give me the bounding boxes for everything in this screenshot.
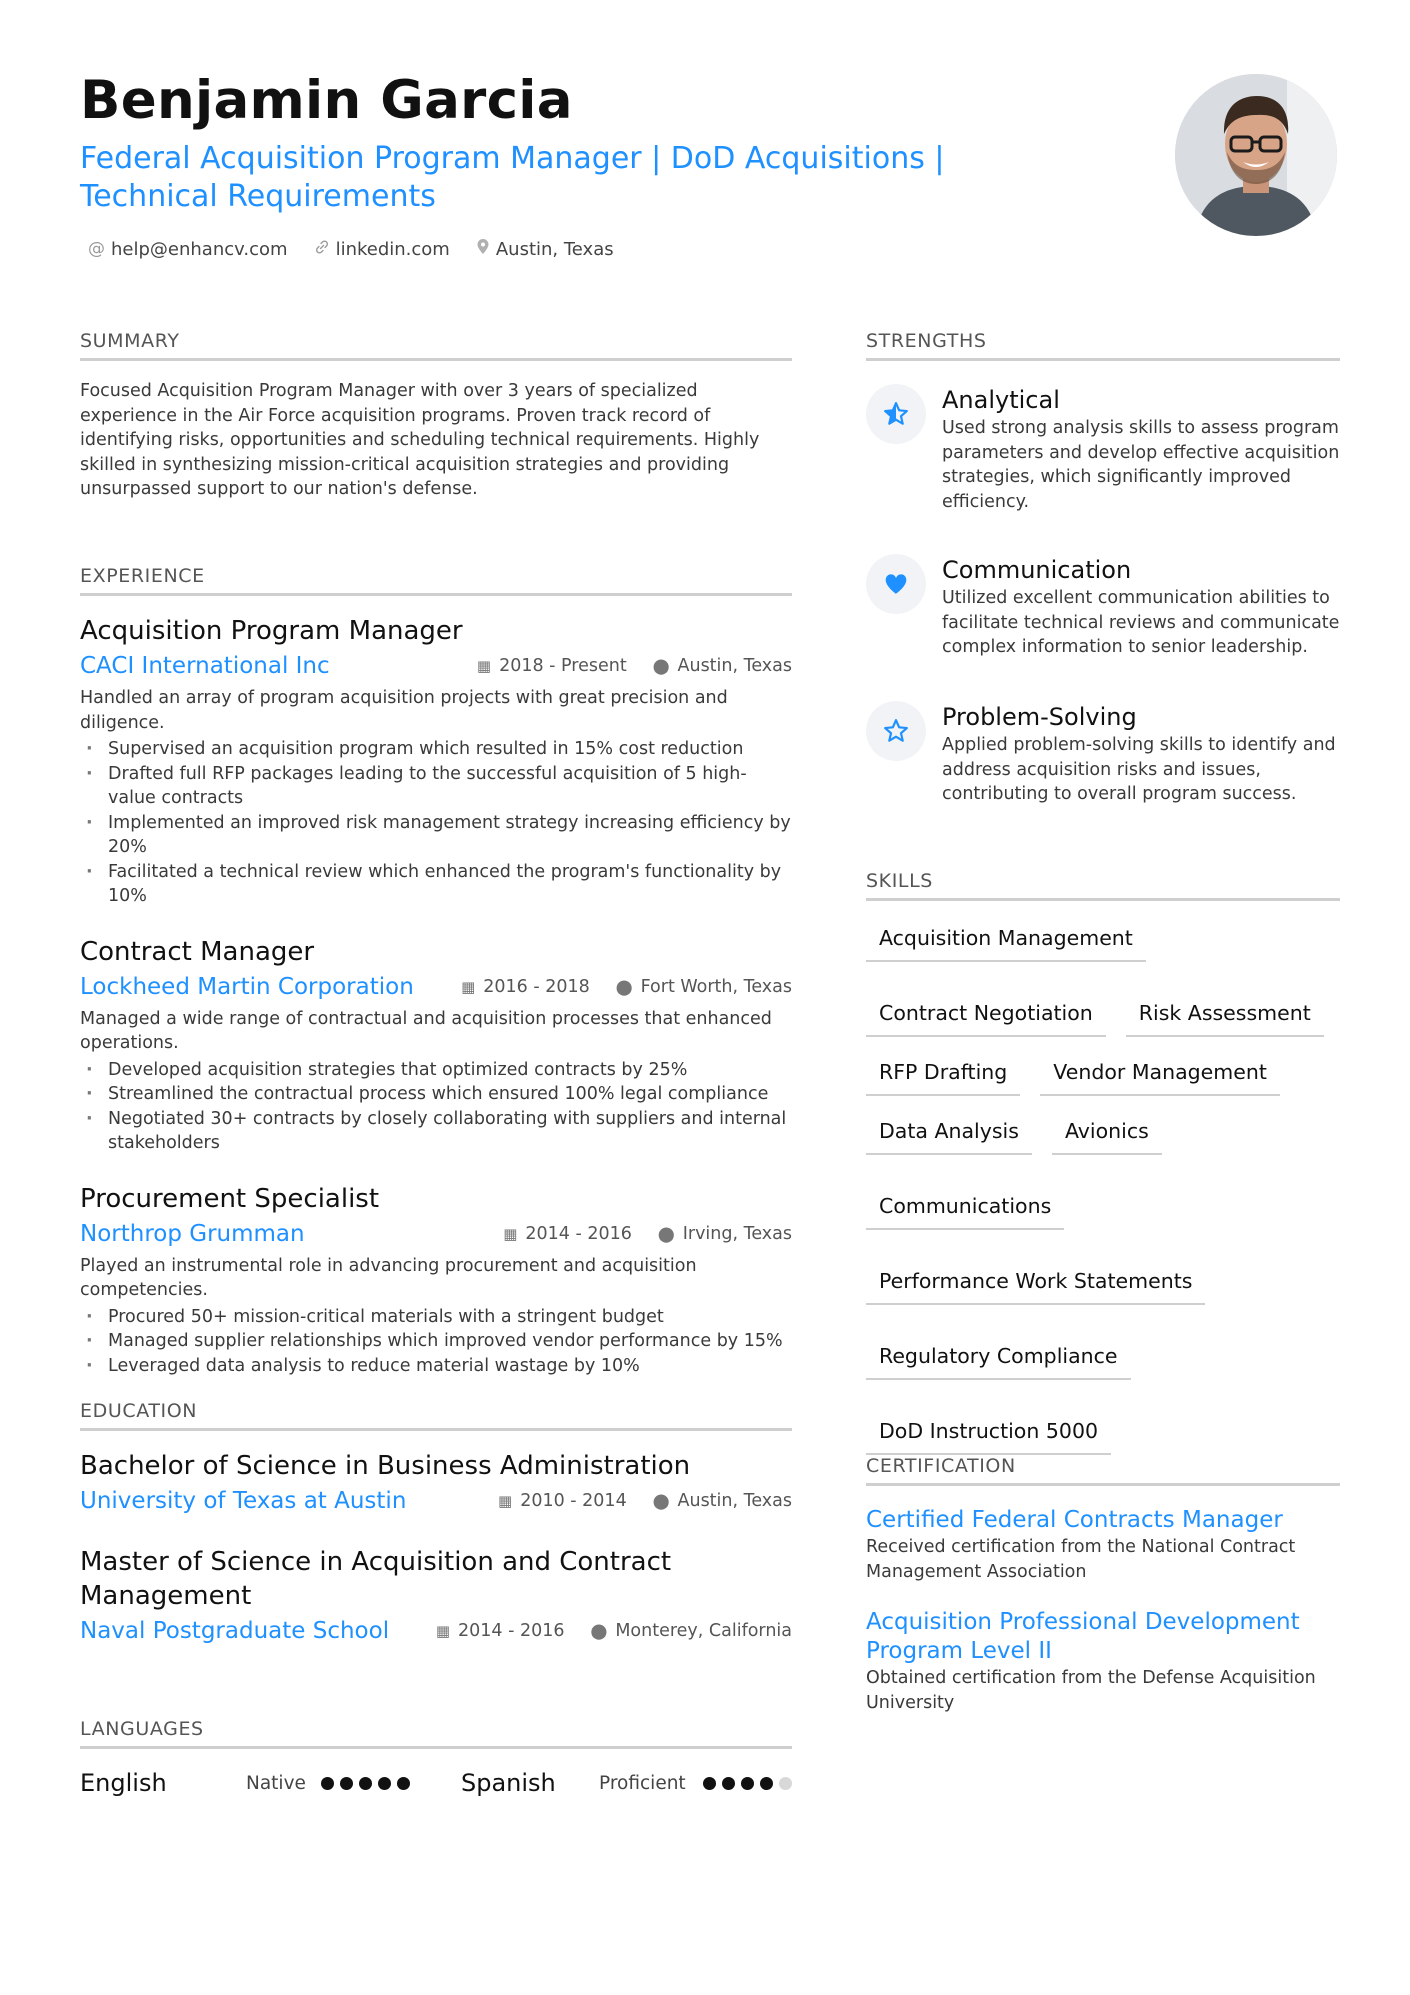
list-item: · Managed supplier relationships which improved vendor performance by 15% xyxy=(80,1329,792,1354)
job-location: Austin, Texas xyxy=(677,656,792,676)
job-location: Irving, Texas xyxy=(682,1223,792,1244)
skill-tag: Risk Assessment xyxy=(1126,994,1324,1037)
job-dates: 2014 - 2016 xyxy=(525,1223,632,1244)
certification-section xyxy=(866,1455,1340,1715)
list-item: · Negotiated 30+ contracts by closely collaborating with suppliers and internal stakeholders xyxy=(80,1107,792,1156)
skill-tag: Performance Work Statements xyxy=(866,1262,1205,1305)
rating-dot xyxy=(760,1777,773,1790)
experience-section xyxy=(80,565,792,1378)
certification-text: Obtained certification from the Defense Acquisition University xyxy=(866,1668,1316,1713)
rating-dot xyxy=(779,1777,792,1790)
strength-name: Communication xyxy=(942,556,1132,584)
rating-dot xyxy=(359,1777,372,1790)
strength-name: Analytical xyxy=(942,386,1060,414)
language-item xyxy=(80,1769,415,1797)
location-pin-icon: ⬤ xyxy=(652,1492,670,1510)
job-dates: 2016 - 2018 xyxy=(483,976,590,997)
contact-bar xyxy=(80,238,1080,260)
language-item xyxy=(461,1769,792,1797)
education-entry xyxy=(80,1545,792,1647)
list-item: · Procured 50+ mission-critical materials with a stringent budget xyxy=(80,1305,792,1330)
calendar-icon: ▦ xyxy=(498,1492,513,1510)
school-name: Naval Postgraduate School xyxy=(80,1618,390,1644)
list-item: · Leveraged data analysis to reduce material wastage by 10% xyxy=(80,1354,792,1379)
location-pin-icon: ⬤ xyxy=(657,1224,675,1243)
job-bullets xyxy=(80,1305,792,1379)
list-item: · Developed acquisition strategies that optimized contracts by 25% xyxy=(80,1058,792,1083)
contact-location: Austin, Texas xyxy=(476,238,614,260)
job-description: Handled an array of program acquisition projects with great precision and diligence. xyxy=(80,688,728,733)
education-section xyxy=(80,1400,792,1647)
list-item: · Implemented an improved risk management strategy increasing efficiency by 20% xyxy=(80,811,792,860)
certification-entry xyxy=(866,1506,1340,1584)
strength-text: Utilized excellent communication abilities to facilitate technical reviews and communicate complex information to senior leadership. xyxy=(942,588,1340,657)
education-dates: 2014 - 2016 xyxy=(458,1621,565,1641)
section-heading: EDUCATION xyxy=(80,1400,792,1431)
strength-text: Applied problem-solving skills to identify and address acquisition risks and issues, contributing to overall program success. xyxy=(942,735,1336,804)
job-entry xyxy=(80,614,792,909)
candidate-title: Federal Acquisition Program Manager | DoD Acquisitions | Technical Requirements xyxy=(80,141,945,214)
contact-email[interactable]: @ help@enhancv.com xyxy=(88,238,288,260)
summary-text: Focused Acquisition Program Manager with over 3 years of specialized experience in the Air Force acquisition programs. Proven track record of identifying risks, opportunities and scheduling technical requirements. Highly skilled in synthesizing mission-critical acquisition strategies and providing unsurpassed support to our nation's defense. xyxy=(80,381,760,499)
rating-dot xyxy=(321,1777,334,1790)
section-heading: EXPERIENCE xyxy=(80,565,792,596)
skill-tag: Regulatory Compliance xyxy=(866,1337,1131,1380)
location-pin-icon: ⬤ xyxy=(590,1622,608,1640)
skills-section xyxy=(866,870,1340,1455)
resume-header xyxy=(80,70,1080,260)
skill-tag: Vendor Management xyxy=(1040,1053,1280,1096)
section-heading: SKILLS xyxy=(866,870,1340,901)
list-item: · Drafted full RFP packages leading to the successful acquisition of 5 high-value contracts xyxy=(80,762,792,811)
education-entry xyxy=(80,1449,792,1517)
skill-tag: DoD Instruction 5000 xyxy=(866,1412,1111,1455)
company-name: Lockheed Martin Corporation xyxy=(80,973,414,1000)
company-name: CACI International Inc xyxy=(80,653,330,679)
language-level: Native xyxy=(246,1772,306,1794)
location-pin-icon xyxy=(476,238,490,260)
job-title: Procurement Specialist xyxy=(80,1183,380,1214)
job-title: Contract Manager xyxy=(80,936,315,967)
calendar-icon: ▦ xyxy=(503,1224,518,1243)
calendar-icon: ▦ xyxy=(461,977,476,996)
list-item: · Facilitated a technical review which enhanced the program's functionality by 10% xyxy=(80,860,792,909)
language-level: Proficient xyxy=(599,1772,686,1794)
language-name: Spanish xyxy=(461,1769,556,1797)
star-half-icon xyxy=(866,384,926,444)
star-outline-icon xyxy=(866,701,926,761)
heart-icon xyxy=(866,554,926,614)
education-dates: 2010 - 2014 xyxy=(520,1491,627,1511)
section-heading: LANGUAGES xyxy=(80,1718,792,1749)
language-name: English xyxy=(80,1769,167,1797)
strengths-section xyxy=(866,330,1340,810)
calendar-icon: ▦ xyxy=(435,1622,450,1640)
list-item: · Streamlined the contractual process which ensured 100% legal compliance xyxy=(80,1082,792,1107)
rating-dot xyxy=(722,1777,735,1790)
at-icon: @ xyxy=(88,239,105,259)
job-bullets xyxy=(80,1058,792,1156)
skill-tag: RFP Drafting xyxy=(866,1053,1020,1096)
skill-list xyxy=(866,919,1340,1455)
avatar xyxy=(1175,74,1337,236)
rating-dots xyxy=(703,1777,792,1790)
skill-tag: Contract Negotiation xyxy=(866,994,1106,1037)
section-heading: STRENGTHS xyxy=(866,330,1340,361)
skill-tag: Data Analysis xyxy=(866,1112,1032,1155)
rating-dot xyxy=(397,1777,410,1790)
education-location: Austin, Texas xyxy=(677,1491,792,1511)
location-pin-icon: ⬤ xyxy=(615,977,633,996)
certification-name: Acquisition Professional Development Program Level II xyxy=(866,1609,1300,1664)
strength-name: Problem-Solving xyxy=(942,703,1137,731)
rating-dot xyxy=(340,1777,353,1790)
job-entry xyxy=(80,1182,792,1379)
link-icon xyxy=(314,239,330,260)
rating-dots xyxy=(321,1777,410,1790)
list-item: · Supervised an acquisition program which resulted in 15% cost reduction xyxy=(80,737,792,762)
section-heading: CERTIFICATION xyxy=(866,1455,1340,1486)
certification-name: Certified Federal Contracts Manager xyxy=(866,1507,1283,1533)
job-description: Managed a wide range of contractual and acquisition processes that enhanced operations. xyxy=(80,1008,772,1053)
contact-linkedin[interactable]: linkedin.com xyxy=(314,238,450,260)
certification-entry xyxy=(866,1608,1340,1715)
candidate-name: Benjamin Garcia xyxy=(80,70,573,131)
school-name: University of Texas at Austin xyxy=(80,1488,407,1514)
job-title: Acquisition Program Manager xyxy=(80,616,463,646)
summary-section xyxy=(80,330,792,502)
languages-section xyxy=(80,1718,792,1797)
job-entry xyxy=(80,935,792,1156)
rating-dot xyxy=(741,1777,754,1790)
rating-dot xyxy=(378,1777,391,1790)
job-location: Fort Worth, Texas xyxy=(640,976,792,997)
skill-tag: Communications xyxy=(866,1187,1064,1230)
job-dates: 2018 - Present xyxy=(499,656,627,676)
certification-text: Received certification from the National Contract Management Association xyxy=(866,1537,1296,1582)
job-description: Played an instrumental role in advancing procurement and acquisition competencies. xyxy=(80,1255,697,1300)
degree-title: Master of Science in Acquisition and Contract Management xyxy=(80,1547,672,1611)
location-pin-icon: ⬤ xyxy=(652,657,670,675)
rating-dot xyxy=(703,1777,716,1790)
job-bullets xyxy=(80,737,792,909)
calendar-icon: ▦ xyxy=(476,657,492,675)
skill-tag: Avionics xyxy=(1052,1112,1162,1155)
section-heading: SUMMARY xyxy=(80,330,792,361)
skill-tag: Acquisition Management xyxy=(866,919,1146,962)
degree-title: Bachelor of Science in Business Administration xyxy=(80,1451,691,1481)
education-location: Monterey, California xyxy=(615,1621,792,1641)
strength-text: Used strong analysis skills to assess program parameters and develop effective acquisition strategies, which significantly improved efficiency. xyxy=(942,418,1340,512)
company-name: Northrop Grumman xyxy=(80,1220,305,1247)
